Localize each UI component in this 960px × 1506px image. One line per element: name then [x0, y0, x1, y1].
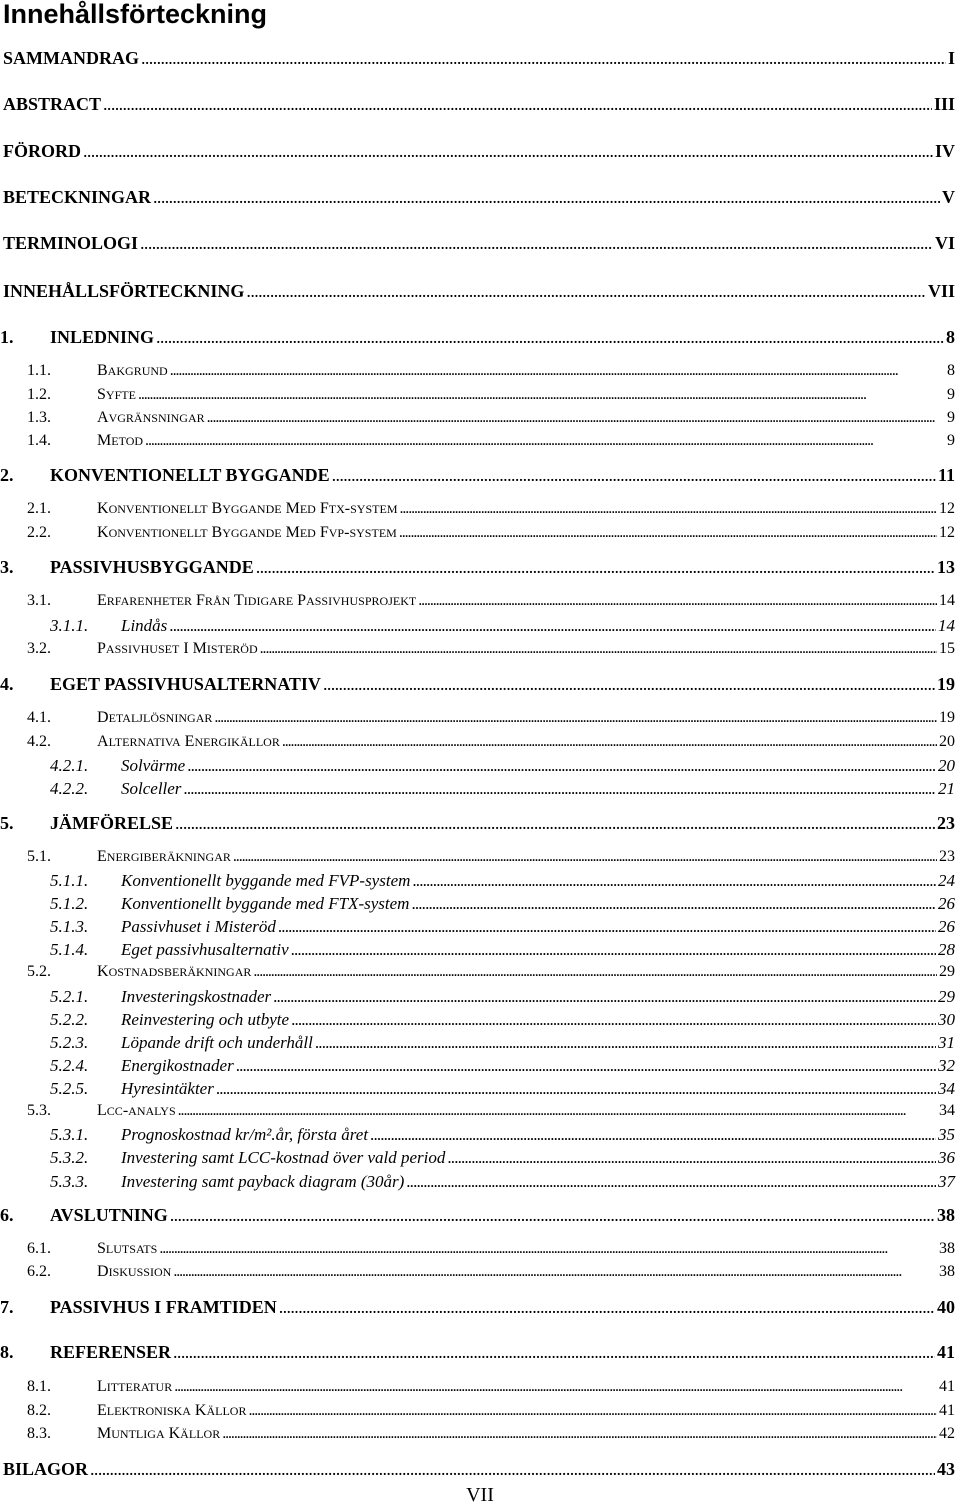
toc-entry-title: Passivhuset i Misteröd: [121, 917, 276, 936]
toc-entry-page: 14: [938, 616, 955, 635]
toc-entry-title: DETALJLÖSNINGAR: [97, 709, 213, 726]
dot-leader: [169, 616, 936, 636]
toc-entry-title: SYFTE: [97, 386, 136, 403]
toc-entry-page: 20: [938, 756, 955, 775]
toc-entry-page: 36: [938, 1148, 955, 1167]
toc-entry-title: Solvärme: [121, 756, 186, 775]
toc-entry[interactable]: [0, 1148, 960, 1172]
dot-leader: [222, 1425, 937, 1443]
toc-entry-page: 24: [938, 871, 955, 890]
toc-entry-title: BAKGRUND: [97, 362, 168, 379]
toc-entry[interactable]: [0, 362, 960, 386]
toc-entry-title: Investering samt payback diagram (30år): [121, 1172, 405, 1191]
toc-entry-page: 32: [938, 1056, 955, 1075]
toc-entry-number: 6.1.: [27, 1240, 51, 1257]
toc-entry-page: 26: [938, 917, 955, 936]
toc-entry-number: 3.: [0, 557, 14, 577]
toc-entry-page: 20: [939, 733, 955, 750]
toc-entry-page: 35: [938, 1125, 955, 1144]
dot-leader: [138, 386, 945, 404]
toc-entry-title: KOSTNADSBERÄKNINGAR: [97, 963, 252, 980]
toc-entry-title: INLEDNING: [50, 327, 155, 347]
dot-leader: [141, 48, 946, 69]
toc-entry-number: 1.2.: [27, 386, 51, 403]
toc-entry-page: VII: [927, 281, 955, 301]
toc-entry[interactable]: [0, 640, 960, 664]
toc-entry[interactable]: [0, 894, 960, 918]
toc-entry[interactable]: [0, 327, 960, 351]
toc-entry-title: PASSIVHUSBYGGANDE: [50, 557, 254, 577]
toc-entry[interactable]: [0, 871, 960, 895]
toc-entry-page: IV: [934, 141, 955, 161]
dot-leader: [282, 733, 937, 751]
toc-entry-page: 23: [937, 813, 955, 833]
toc-entry-page: 34: [939, 1102, 955, 1119]
toc-entry[interactable]: [0, 1056, 960, 1080]
toc-entry-title: KONVENTIONELLT BYGGANDE MED FTX-SYSTEM: [97, 500, 398, 517]
dot-leader: [399, 524, 937, 542]
toc-entry[interactable]: [0, 779, 960, 803]
toc-entry-number: 2.2.: [27, 524, 51, 541]
dot-leader: [291, 1010, 936, 1030]
toc-entry-page: 41: [939, 1378, 955, 1395]
dot-leader: [236, 1056, 936, 1076]
dot-leader: [156, 327, 944, 348]
dot-leader: [323, 674, 935, 695]
toc-entry[interactable]: [0, 616, 960, 640]
toc-entry-number: 8.: [0, 1342, 14, 1362]
dot-leader: [279, 1297, 935, 1318]
toc-entry-title: INNEHÅLLSFÖRTECKNING: [3, 281, 245, 301]
toc-entry-number: 5.1.3.: [50, 917, 89, 936]
dot-leader: [103, 94, 932, 115]
dot-leader: [253, 963, 937, 981]
toc-entry-page: I: [947, 48, 955, 68]
toc-entry-number: 5.2.4.: [50, 1056, 89, 1075]
toc-entry[interactable]: [0, 1205, 960, 1229]
toc-entry-page: III: [933, 94, 955, 114]
toc-entry-page: 13: [937, 557, 955, 577]
toc-entry[interactable]: [0, 709, 960, 733]
toc-entry[interactable]: [0, 1102, 960, 1126]
toc-entry-number: 4.1.: [27, 709, 51, 726]
toc-entry[interactable]: [0, 187, 960, 211]
toc-entry-page: 11: [937, 465, 955, 485]
toc-entry-number: 3.1.: [27, 592, 51, 609]
toc-entry-number: 8.1.: [27, 1378, 51, 1395]
dot-leader: [248, 1402, 937, 1420]
dot-leader: [178, 1102, 937, 1120]
dot-leader: [332, 465, 936, 486]
dot-leader: [246, 281, 926, 302]
toc-entry-title: Löpande drift och underhåll: [121, 1033, 313, 1052]
toc-entry-title: EGET PASSIVHUSALTERNATIV: [50, 674, 321, 694]
toc-entry-number: 5.2.: [27, 963, 51, 980]
dot-leader: [214, 709, 937, 727]
toc-entry-page: 23: [939, 848, 955, 865]
toc-entry[interactable]: [0, 987, 960, 1011]
dot-leader: [412, 871, 936, 891]
toc-entry-number: 5.3.1.: [50, 1125, 89, 1144]
toc-entry[interactable]: [0, 1297, 960, 1321]
dot-leader: [411, 894, 936, 914]
toc-entry[interactable]: [0, 1172, 960, 1196]
toc-entry[interactable]: [0, 233, 960, 257]
toc-entry-page: 14: [939, 592, 955, 609]
toc-entry-number: 5.3.: [27, 1102, 51, 1119]
toc-entry[interactable]: [0, 1263, 960, 1287]
toc-entry-page: 9: [947, 409, 955, 426]
toc-entry[interactable]: [0, 281, 960, 305]
toc-entry-title: Lindås: [121, 616, 168, 635]
toc-entry-page: 26: [938, 894, 955, 913]
dot-leader: [233, 848, 937, 866]
toc-entry-title: Eget passivhusalternativ: [121, 940, 289, 959]
toc-entry[interactable]: [0, 94, 960, 118]
dot-leader: [406, 1172, 936, 1192]
toc-entry-title: AVGRÄNSNINGAR: [97, 409, 205, 426]
dot-leader: [278, 917, 936, 937]
toc-entry-title: MUNTLIGA KÄLLOR: [97, 1425, 221, 1442]
toc-entry-page: 19: [937, 674, 955, 694]
toc-entry[interactable]: [0, 813, 960, 837]
toc-entry-number: 5.1.: [27, 848, 51, 865]
toc-entry[interactable]: [0, 1010, 960, 1034]
toc-entry[interactable]: [0, 1425, 960, 1449]
dot-leader: [173, 1342, 935, 1363]
toc-entry[interactable]: [0, 409, 960, 433]
toc-entry[interactable]: [0, 733, 960, 757]
dot-leader: [175, 813, 935, 834]
toc-entry-number: 5.2.1.: [50, 987, 89, 1006]
toc-entry-number: 1.3.: [27, 409, 51, 426]
toc-entry-page: 19: [939, 709, 955, 726]
toc-entry-title: Solceller: [121, 779, 182, 798]
toc-entry-title: Konventionellt byggande med FTX-system: [121, 894, 410, 913]
dot-leader: [83, 141, 933, 162]
toc-entry-title: ENERGIBERÄKNINGAR: [97, 848, 231, 865]
toc-entry[interactable]: [0, 1342, 960, 1366]
toc-entry[interactable]: [0, 592, 960, 616]
toc-entry-title: ALTERNATIVA ENERGIKÄLLOR: [97, 733, 280, 750]
toc-entry-number: 8.2.: [27, 1402, 51, 1419]
toc-entry-number: 5.: [0, 813, 14, 833]
dot-leader: [187, 756, 936, 776]
toc-entry-number: 5.1.1.: [50, 871, 89, 890]
dot-leader: [291, 940, 936, 960]
toc-entry-page: 34: [938, 1079, 955, 1098]
toc-entry-page: 30: [938, 1010, 955, 1029]
toc-entry[interactable]: [0, 465, 960, 489]
dot-leader: [153, 187, 940, 208]
toc-entry-number: 6.2.: [27, 1263, 51, 1280]
dot-leader: [145, 432, 945, 450]
toc-entry-page: 29: [938, 987, 955, 1006]
dot-leader: [170, 362, 945, 380]
dot-leader: [447, 1148, 936, 1168]
toc-entry-page: 9: [947, 386, 955, 403]
toc-entry-page: V: [942, 187, 955, 207]
toc-entry-title: Energikostnader: [121, 1056, 234, 1075]
toc-entry[interactable]: [0, 557, 960, 581]
toc-entry-number: 2.: [0, 465, 14, 485]
toc-entry[interactable]: [0, 432, 960, 456]
toc-entry[interactable]: [0, 1240, 960, 1264]
toc-entry-page: 40: [937, 1297, 955, 1317]
toc-entry-page: 41: [937, 1342, 955, 1362]
toc-entry-number: 7.: [0, 1297, 14, 1317]
toc-entry[interactable]: [0, 756, 960, 780]
toc-entry-title: PASSIVHUSET I MISTERÖD: [97, 640, 258, 657]
toc-entry-title: KONVENTIONELLT BYGGANDE: [50, 465, 330, 485]
dot-leader: [173, 1263, 937, 1281]
dot-leader: [90, 1459, 935, 1480]
toc-entry-number: 4.2.2.: [50, 779, 89, 798]
toc-entry-title: Konventionellt byggande med FVP-system: [121, 871, 411, 890]
toc-entry-number: 1.4.: [27, 432, 51, 449]
toc-entry[interactable]: [0, 500, 960, 524]
toc-entry-number: 5.3.3.: [50, 1172, 89, 1191]
toc-entry-number: 1.1.: [27, 362, 51, 379]
toc-entry-page: 43: [937, 1459, 955, 1479]
toc-entry-page: 42: [939, 1425, 955, 1442]
toc-entry-title: Reinvestering och utbyte: [121, 1010, 290, 1029]
toc-entry-title: SLUTSATS: [97, 1240, 158, 1257]
toc-entry-number: 6.: [0, 1205, 14, 1225]
toc-entry-number: 5.1.2.: [50, 894, 89, 913]
toc-entry-title: FÖRORD: [3, 141, 81, 161]
toc-entry-page: 38: [939, 1263, 955, 1280]
dot-leader: [170, 1205, 935, 1226]
dot-leader: [159, 1240, 937, 1258]
toc-entry-title: Prognoskostnad kr/m².år, första året: [121, 1125, 369, 1144]
page-title: Innehållsförteckning: [3, 0, 268, 29]
toc-entry-page: 38: [937, 1205, 955, 1225]
dot-leader: [140, 233, 933, 254]
toc-entry-page: 29: [939, 963, 955, 980]
toc-entry[interactable]: [0, 524, 960, 548]
toc-entry[interactable]: [0, 1459, 960, 1483]
toc-entry[interactable]: [0, 848, 960, 872]
toc-entry-page: 8: [947, 362, 955, 379]
toc-entry[interactable]: [0, 674, 960, 698]
toc-entry[interactable]: [0, 963, 960, 987]
toc-entry-title: TERMINOLOGI: [3, 233, 139, 253]
toc-entry-title: BILAGOR: [3, 1459, 89, 1479]
toc-entry-title: REFERENSER: [50, 1342, 172, 1362]
toc-entry[interactable]: [0, 917, 960, 941]
toc-entry[interactable]: [0, 1079, 960, 1103]
dot-leader: [400, 500, 938, 518]
toc-entry-title: DISKUSSION: [97, 1263, 172, 1280]
toc-entry[interactable]: [0, 1378, 960, 1402]
toc-entry-title: AVSLUTNING: [50, 1205, 168, 1225]
toc-entry-number: 3.2.: [27, 640, 51, 657]
toc-entry[interactable]: [0, 386, 960, 410]
toc-entry-number: 5.3.2.: [50, 1148, 89, 1167]
toc-entry[interactable]: [0, 1125, 960, 1149]
toc-entry-number: 2.1.: [27, 500, 51, 517]
dot-leader: [370, 1125, 936, 1145]
toc-entry-page: 12: [939, 500, 955, 517]
toc-entry-title: JÄMFÖRELSE: [50, 813, 174, 833]
toc-entry-number: 4.2.1.: [50, 756, 89, 775]
toc-entry-title: LITTERATUR: [97, 1378, 173, 1395]
dot-leader: [174, 1378, 937, 1396]
toc-entry-number: 4.: [0, 674, 14, 694]
toc-entry-title: METOD: [97, 432, 144, 449]
toc-entry-title: LCC-ANALYS: [97, 1102, 176, 1119]
toc-entry-number: 5.1.4.: [50, 940, 89, 959]
toc-entry-number: 5.2.5.: [50, 1079, 89, 1098]
dot-leader: [315, 1033, 936, 1053]
toc-entry-title: PASSIVHUS I FRAMTIDEN: [50, 1297, 277, 1317]
toc-entry[interactable]: [0, 1033, 960, 1057]
toc-entry-title: ELEKTRONISKA KÄLLOR: [97, 1402, 247, 1419]
toc-entry[interactable]: [0, 48, 960, 72]
toc-entry-page: 12: [939, 524, 955, 541]
toc-entry-page: 28: [938, 940, 955, 959]
toc-entry-page: 15: [939, 640, 955, 657]
toc-entry-title: ERFARENHETER FRÅN TIDIGARE PASSIVHUSPROJEKT: [97, 592, 417, 609]
toc-entry-number: 1.: [0, 327, 14, 347]
dot-leader: [207, 409, 945, 427]
toc-entry-number: 8.3.: [27, 1425, 51, 1442]
dot-leader: [216, 1079, 936, 1099]
toc-entry-title: KONVENTIONELLT BYGGANDE MED FVP-SYSTEM: [97, 524, 397, 541]
toc-entry-number: 4.2.: [27, 733, 51, 750]
toc-entry-title: BETECKNINGAR: [3, 187, 152, 207]
toc-entry-number: 3.1.1.: [50, 616, 89, 635]
dot-leader: [256, 557, 935, 578]
toc-entry-title: Hyresintäkter: [121, 1079, 214, 1098]
toc-entry-page: VI: [934, 233, 955, 253]
toc-entry[interactable]: [0, 141, 960, 165]
toc-entry-page: 31: [938, 1033, 955, 1052]
toc-entry-title: Investering samt LCC-kostnad över vald period: [121, 1148, 446, 1167]
dot-leader: [183, 779, 936, 799]
dot-leader: [418, 592, 937, 610]
dot-leader: [273, 987, 936, 1007]
toc-entry-page: 41: [939, 1402, 955, 1419]
toc-entry-title: SAMMANDRAG: [3, 48, 139, 68]
toc-entry[interactable]: [0, 940, 960, 964]
toc-entry-page: 21: [938, 779, 955, 798]
toc-entry-number: 5.2.3.: [50, 1033, 89, 1052]
toc-entry-number: 5.2.2.: [50, 1010, 89, 1029]
toc-entry-page: 8: [946, 327, 955, 347]
toc-entry-title: Investeringskostnader: [121, 987, 272, 1006]
toc-entry-page: 37: [938, 1172, 955, 1191]
toc-entry-title: ABSTRACT: [3, 94, 102, 114]
toc-entry[interactable]: [0, 1402, 960, 1426]
dot-leader: [260, 640, 937, 658]
toc-entry-page: 38: [939, 1240, 955, 1257]
toc-entry-page: 9: [947, 432, 955, 449]
page-number-footer: VII: [466, 1484, 494, 1506]
